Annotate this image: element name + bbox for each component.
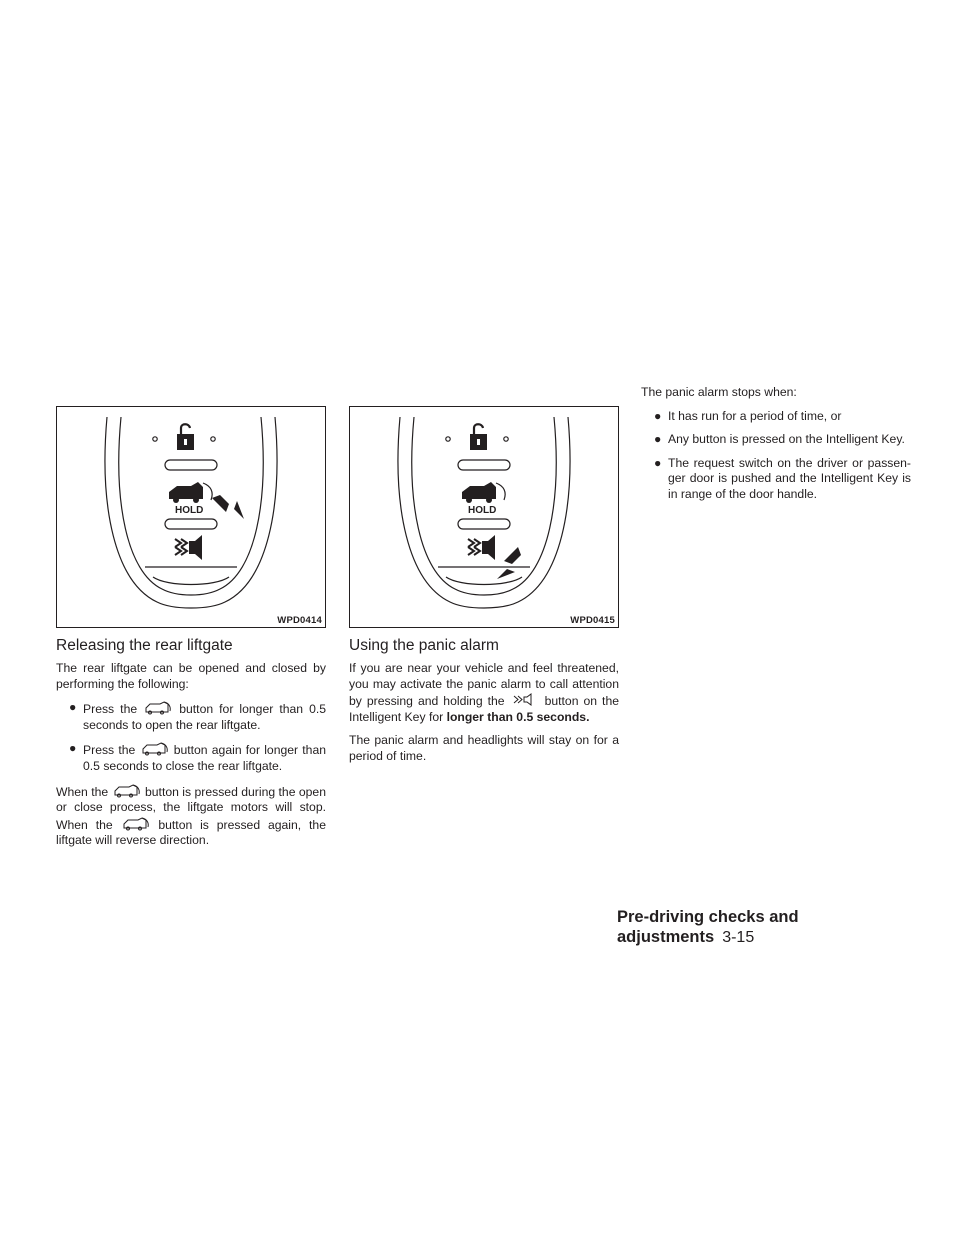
hold-label: HOLD	[468, 505, 497, 516]
intro-text: The panic alarm stops when:	[641, 385, 797, 399]
page-footer	[617, 907, 917, 948]
hold-label: HOLD	[175, 505, 204, 516]
bullet-glyph: ●	[69, 741, 77, 756]
bullet-item: ● It has run for a period of time, or	[654, 408, 842, 423]
liftgate-icon	[143, 700, 173, 715]
pointer-arrow-icon	[497, 547, 521, 579]
bullet-item: ● Any button is pressed on the Intelligent Key.	[654, 432, 905, 447]
key-fob-illustration	[350, 407, 618, 627]
bullet-item: ● The request switch on the driver or passen- ger door is pushed and the Intelligent Key is in range of the door handle.	[654, 455, 911, 501]
panic-icon	[175, 535, 202, 560]
liftgate-icon	[112, 783, 142, 798]
figure-panic-key	[349, 406, 619, 628]
section-heading: Using the panic alarm	[349, 637, 499, 654]
bullet-item: ● Press the button again for longer than 0.5 seconds to close the rear liftgate.	[69, 741, 327, 773]
liftgate-icon	[462, 482, 505, 503]
key-fob-illustration	[57, 407, 325, 627]
liftgate-icon	[169, 482, 212, 503]
column-left	[56, 406, 326, 857]
figure-id: WPD0415	[570, 615, 615, 626]
body-paragraph: When the button is pressed during the open or close process, the liftgate motors will stop. When the button is pressed again, the liftgate will reverse direction.	[56, 784, 326, 848]
section-heading: Releasing the rear liftgate	[56, 637, 233, 654]
column-middle	[349, 406, 619, 773]
figure-liftgate-key	[56, 406, 326, 628]
panic-icon	[510, 692, 540, 707]
liftgate-icon	[121, 816, 151, 831]
intro-text: The rear liftgate can be opened and closed by performing the following:	[56, 661, 326, 691]
liftgate-icon	[140, 741, 170, 756]
column-right	[641, 385, 911, 511]
bullet-glyph: ●	[69, 700, 77, 715]
page-number: 3-15	[722, 929, 755, 946]
body-paragraph: If you are near your vehicle and feel threatened, you may activate the panic alarm to call attention by pressing and holding the button on the Intelligent Key for longer than 0.5 seconds.	[349, 661, 619, 724]
bullet-item: ● Press the button for longer than 0.5 seconds to open the rear liftgate.	[69, 700, 327, 732]
figure-id: WPD0414	[277, 615, 322, 626]
unlock-icon	[177, 424, 194, 450]
unlock-icon	[470, 424, 487, 450]
pointer-arrow-icon	[212, 495, 244, 519]
panic-icon	[468, 535, 495, 560]
body-paragraph: The panic alarm and headlights will stay on for a period of time.	[349, 733, 619, 763]
section-title: Pre-driving checks and adjustments	[617, 908, 799, 946]
